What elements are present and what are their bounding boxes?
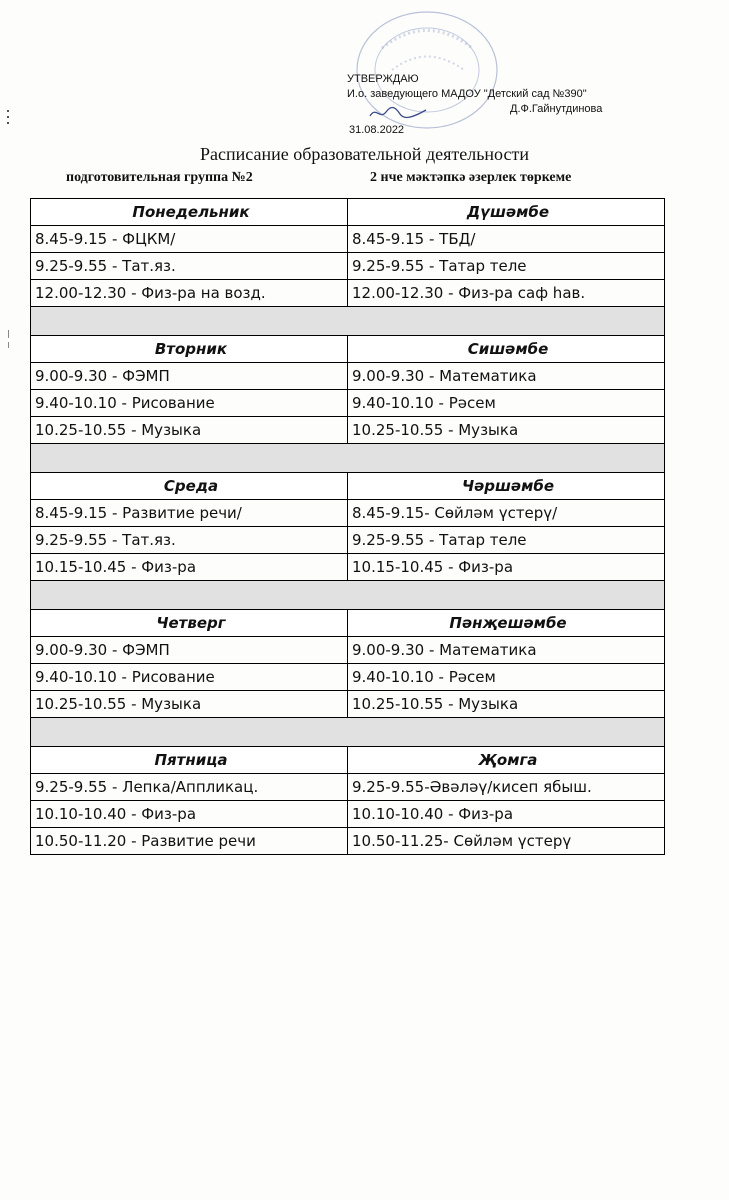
lesson-row (31, 389, 664, 416)
lesson-row (31, 362, 664, 389)
day-separator (30, 444, 665, 473)
lesson-row (31, 773, 664, 800)
lesson-tt: 10.50-11.25- Сөйләм үстерү (347, 828, 664, 854)
lesson-tt: 9.00-9.30 - Математика (347, 363, 664, 389)
lesson-tt: 10.10-10.40 - Физ-ра (347, 801, 664, 827)
lesson-ru: 10.10-10.40 - Физ-ра (35, 805, 197, 823)
day-block-wednesday (30, 473, 665, 581)
lesson-row (31, 416, 664, 443)
lesson-row (31, 526, 664, 553)
lesson-ru: 9.00-9.30 - ФЭМП (35, 641, 170, 659)
lesson-ru: 9.25-9.55 - Тат.яз. (35, 531, 176, 549)
lesson-ru: 9.40-10.10 - Рисование (35, 668, 215, 686)
day-name-ru: Четверг (31, 610, 347, 636)
lesson-row (31, 553, 664, 580)
lesson-tt: 9.25-9.55-Әвәләү/кисеп ябыш. (347, 774, 664, 800)
lesson-tt: 9.25-9.55 - Татар теле (347, 527, 664, 553)
lesson-row (31, 827, 664, 854)
lesson-ru: 10.15-10.45 - Физ-ра (35, 558, 197, 576)
day-block-monday (30, 198, 665, 307)
day-name-tt: Дүшәмбе (347, 199, 664, 225)
lesson-tt: 9.40-10.10 - Рәсем (347, 390, 664, 416)
lesson-tt: 10.15-10.45 - Физ-ра (347, 554, 664, 580)
day-header-row (31, 336, 664, 362)
approval-date: 31.08.2022 (349, 124, 405, 136)
lesson-tt: 12.00-12.30 - Физ-ра саф һав. (347, 280, 664, 306)
lesson-ru: 9.25-9.55 - Тат.яз. (35, 257, 176, 275)
day-separator (30, 581, 665, 610)
lesson-tt: 10.25-10.55 - Музыка (347, 417, 664, 443)
day-header-row (31, 747, 664, 773)
approval-signer: Д.Ф.Гайнутдинова (510, 103, 603, 115)
page-title: Расписание образовательной деятельности (199, 144, 529, 164)
lesson-row (31, 636, 664, 663)
day-name-tt: Пәнҗешәмбе (347, 610, 664, 636)
lesson-ru: 12.00-12.30 - Физ-ра на возд. (35, 284, 266, 302)
day-separator (30, 307, 665, 336)
lesson-ru: 10.50-11.20 - Развитие речи (35, 832, 256, 850)
lesson-row (31, 252, 664, 279)
lesson-ru: 10.25-10.55 - Музыка (35, 421, 202, 439)
day-header-row (31, 473, 664, 499)
approval-heading: УТВЕРЖДАЮ (347, 73, 419, 85)
day-name-ru: Среда (31, 473, 347, 499)
day-name-tt: Җомга (347, 747, 664, 773)
lesson-row (31, 800, 664, 827)
day-block-tuesday (30, 336, 665, 444)
lesson-row (31, 663, 664, 690)
lesson-row (31, 499, 664, 526)
lesson-tt: 8.45-9.15 - ТБД/ (347, 226, 664, 252)
lesson-row (31, 690, 664, 717)
lesson-tt: 9.25-9.55 - Татар теле (347, 253, 664, 279)
lesson-tt: 8.45-9.15- Сөйләм үстерү/ (347, 500, 664, 526)
day-name-tt: Чәршәмбе (347, 473, 664, 499)
lesson-tt: 9.40-10.10 - Рәсем (347, 664, 664, 690)
lesson-row (31, 279, 664, 306)
day-block-friday (30, 747, 665, 855)
day-header-row (31, 199, 664, 225)
schedule-table (30, 198, 665, 855)
lesson-ru: 8.45-9.15 - ФЦКМ/ (35, 230, 176, 248)
lesson-tt: 10.25-10.55 - Музыка (347, 691, 664, 717)
subtitle-russian: подготовительная группа №2 (66, 170, 253, 185)
approval-block (347, 72, 603, 136)
day-header-row (31, 610, 664, 636)
lesson-ru: 9.00-9.30 - ФЭМП (35, 367, 170, 385)
lesson-tt: 9.00-9.30 - Математика (347, 637, 664, 663)
lesson-ru: 8.45-9.15 - Развитие речи/ (35, 504, 242, 522)
day-name-ru: Пятница (31, 747, 347, 773)
subtitle-tatar: 2 нче мәктәпкә әзерлек төркеме (370, 170, 572, 185)
approval-position: И.о. заведующего МАДОУ "Детский сад №390" (347, 88, 587, 100)
lesson-ru: 10.25-10.55 - Музыка (35, 695, 202, 713)
lesson-row (31, 225, 664, 252)
day-name-ru: Вторник (31, 336, 347, 362)
day-block-thursday (30, 610, 665, 718)
lesson-ru: 9.40-10.10 - Рисование (35, 394, 215, 412)
day-name-tt: Сишәмбе (347, 336, 664, 362)
day-name-ru: Понедельник (31, 199, 347, 225)
lesson-ru: 9.25-9.55 - Лепка/Аппликац. (35, 778, 259, 796)
day-separator (30, 718, 665, 747)
